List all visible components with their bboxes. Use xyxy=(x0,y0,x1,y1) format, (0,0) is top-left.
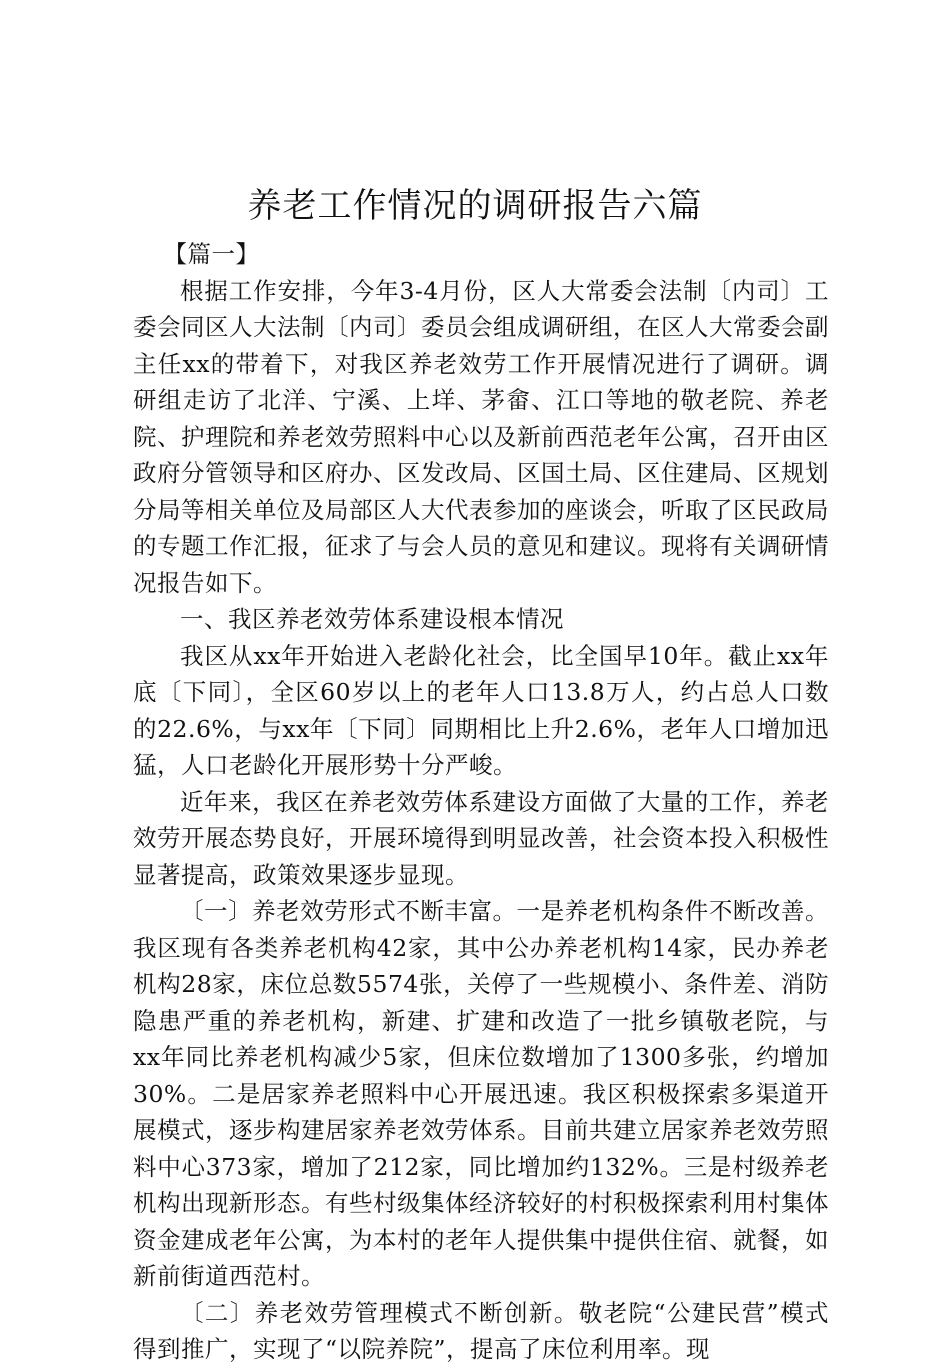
section-label: 【篇一】 xyxy=(163,240,260,268)
paragraph-aging-stats: 我区从xx年开始进入老龄化社会，比全国早10年。截止xx年底〔下同〕，全区60岁以上的老年人口13.8万人，约占总人口数的22.6%，与xx年〔下同〕同期相比上升2.6%，老年人口增加迅猛，人口老龄化开展形势十分严峻。 xyxy=(133,641,829,779)
document-title: 养老工作情况的调研报告六篇 xyxy=(247,186,703,226)
paragraph-service-forms: 〔一〕养老效劳形式不断丰富。一是养老机构条件不断改善。我区现有各类养老机构42家，其中公办养老机构14家，民办养老机构28家，床位总数5574张，关停了一些规模小、条件差、消防隐患严重的养老机构，新建、扩建和改造了一批乡镇敬老院，与xx年同比养老机构减少5家，但床位数增加了1300多张，约增加30%。二是居家养老照料中心开展迅速。我区积极探索多渠道开展模式，逐步构建居家养老效劳体系。目前共建立居家养老效劳照料中心373家，增加了212家，同比增加约132%。三是村级养老机构出现新形态。有些村级集体经济较好的村积极探索利用村集体资金建成老年公寓，为本村的老年人提供集中提供住宿、就餐，如新前街道西范村。 xyxy=(133,897,829,1290)
document-body xyxy=(133,236,829,1368)
paragraph-management-mode: 〔二〕养老效劳管理模式不断创新。敬老院“公建民营”模式得到推广，实现了“以院养院”，提高了床位利用率。现 xyxy=(133,1298,829,1363)
paragraph-recent-work: 近年来，我区在养老效劳体系建设方面做了大量的工作，养老效劳开展态势良好，开展环境得到明显改善，社会资本投入积极性显著提高，政策效果逐步显现。 xyxy=(133,787,829,889)
paragraph-intro: 根据工作安排，今年3-4月份，区人大常委会法制〔内司〕工委会同区人大法制〔内司〕委员会组成调研组，在区人大常委会副主任xx的带着下，对我区养老效劳工作开展情况进行了调研。调研组走访了北洋、宁溪、上垟、茅畲、江口等地的敬老院、养老院、护理院和养老效劳照料中心以及新前西范老年公寓，召开由区政府分管领导和区府办、区发改局、区国土局、区住建局、区规划分局等相关单位及局部区人大代表参加的座谈会，听取了区民政局的专题工作汇报，征求了与会人员的意见和建议。现将有关调研情况报告如下。 xyxy=(133,276,829,597)
heading-basic-situation: 一、我区养老效劳体系建设根本情况 xyxy=(180,605,564,633)
